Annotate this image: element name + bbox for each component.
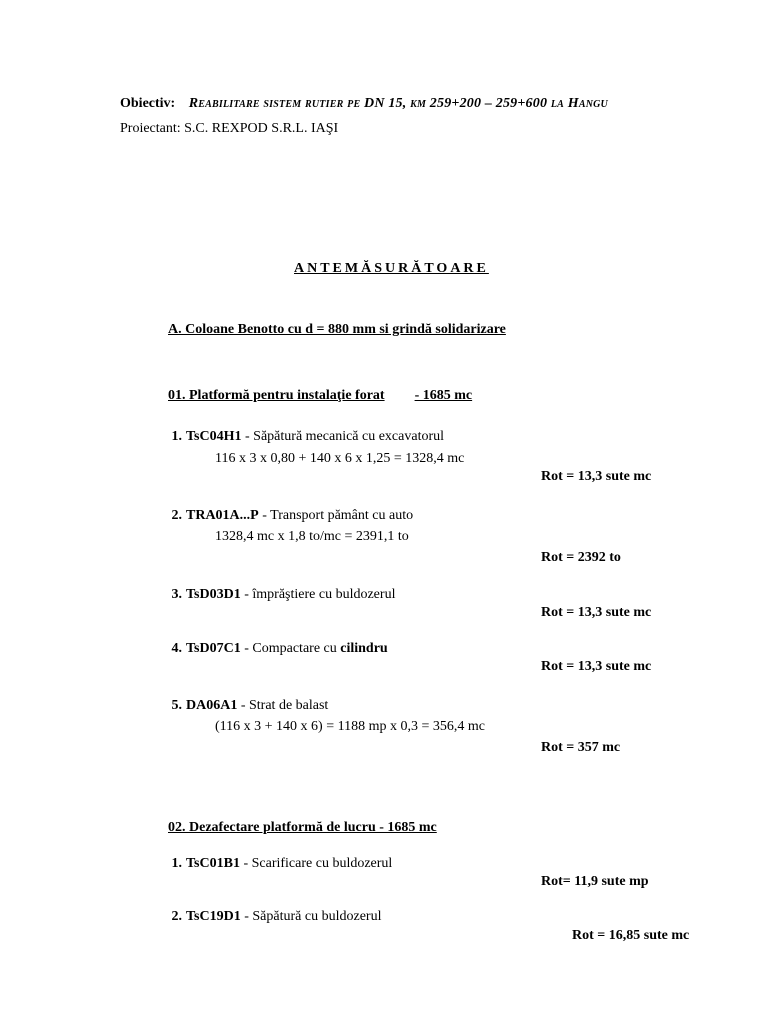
item-desc: - Scarificare cu buldozerul (239, 856, 393, 871)
item-3-rot: Rot = 13,3 sute mc (541, 605, 652, 620)
item-5 (164, 698, 328, 714)
item-desc: - împrăştiere cu buldozerul (240, 587, 396, 602)
item-desc-bold: cilindru (340, 641, 388, 656)
item-number: 2. (171, 508, 182, 523)
item-desc: - Săpătură cu buldozerul (240, 909, 382, 924)
item-1-rot: Rot = 13,3 sute mc (541, 469, 652, 484)
item-number: 4. (171, 641, 182, 656)
sub01-heading (168, 388, 472, 404)
item-3 (164, 587, 395, 603)
item-2-rot: Rot = 2392 to (541, 550, 621, 565)
item-number: 1. (171, 856, 182, 871)
item-2-calc: 1328,4 mc x 1,8 to/mc = 2391,1 to (215, 529, 409, 544)
item-code: DA06A1 (186, 698, 238, 713)
item-code: TsC01B1 (186, 856, 240, 871)
item-number: 2. (171, 909, 182, 924)
sub02-heading: 02. Dezafectare platformă de lucru - 1685 mc (168, 820, 437, 835)
item-desc: - Transport pământ cu auto (258, 508, 414, 523)
item-desc: - Strat de balast (237, 698, 329, 713)
item-4 (164, 641, 388, 657)
document-title: ANTEMĂSURĂTOARE (294, 261, 489, 276)
item-code: TsD07C1 (186, 641, 241, 656)
item-number: 5. (171, 698, 182, 713)
objective-text: Reabilitare sistem rutier pe DN 15, km 259+200 – 259+600 la Hangu (188, 96, 608, 111)
item-code: TRA01A...P (186, 508, 259, 523)
objective-line (120, 96, 608, 112)
item-2 (164, 508, 413, 524)
sub01-title: 01. Platformă pentru instalaţie forat (168, 388, 385, 403)
item-code: TsD03D1 (186, 587, 241, 602)
section-a-heading: A. Coloane Benotto cu d = 880 mm si grindă solidarizare (168, 322, 506, 337)
objective-label: Obiectiv: (120, 96, 176, 111)
sub02-item-2-rot: Rot = 16,85 sute mc (572, 928, 690, 943)
item-code: TsC04H1 (186, 429, 242, 444)
item-desc: - Săpătură mecanică cu excavatorul (241, 429, 445, 444)
designer-line: Proiectant: S.C. REXPOD S.R.L. IAŞI (120, 121, 339, 136)
item-4-rot: Rot = 13,3 sute mc (541, 659, 652, 674)
item-1-calc: 116 x 3 x 0,80 + 140 x 6 x 1,25 = 1328,4 mc (215, 451, 465, 466)
sub02-item-1 (164, 856, 392, 872)
sub01-quantity: - 1685 mc (414, 388, 473, 403)
item-desc: - Compactare cu (240, 641, 341, 656)
item-5-rot: Rot = 357 mc (541, 740, 621, 755)
item-5-calc: (116 x 3 + 140 x 6) = 1188 mp x 0,3 = 356,4 mc (215, 719, 485, 734)
sub02-item-2 (164, 909, 381, 925)
item-number: 1. (171, 429, 182, 444)
item-number: 3. (171, 587, 182, 602)
item-code: TsC19D1 (186, 909, 241, 924)
sub02-item-1-rot: Rot= 11,9 sute mp (541, 874, 649, 889)
item-1 (164, 429, 444, 445)
